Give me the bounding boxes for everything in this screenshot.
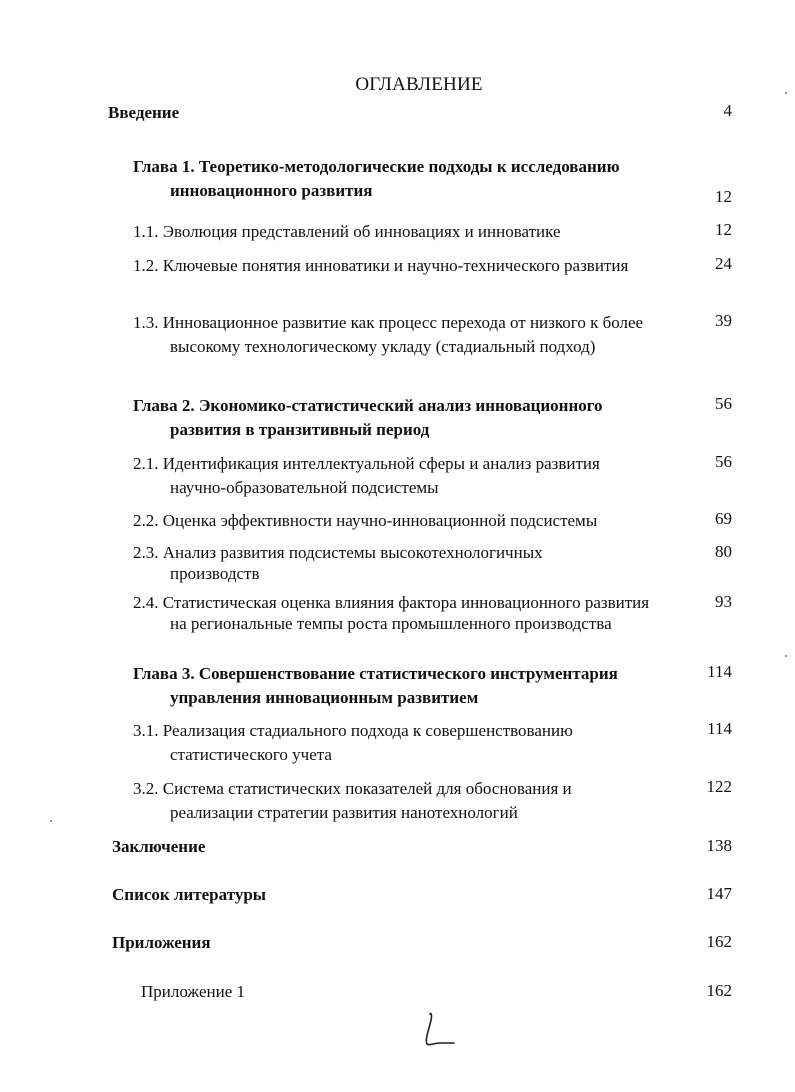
toc-entry-section-2-2 bbox=[133, 509, 673, 533]
toc-entry-text: Приложение 1 bbox=[141, 982, 245, 1001]
toc-entry-section-1-3 bbox=[133, 311, 658, 359]
toc-page-number: 162 bbox=[706, 932, 732, 951]
toc-entry-text: 2.3. Анализ развития подсистемы высокотехнологичных производств bbox=[133, 543, 543, 583]
toc-page-number: 24 bbox=[715, 254, 732, 273]
toc-entry-text: 2.2. Оценка эффективности научно-инновационной подсистемы bbox=[133, 511, 598, 530]
toc-page-number: 162 bbox=[706, 981, 732, 1000]
toc-entry-text: 1.2. Ключевые понятия инноватики и научно-технического развития bbox=[133, 256, 629, 275]
toc-page-number: 138 bbox=[706, 836, 732, 855]
toc-page-number: 56 bbox=[715, 394, 732, 413]
toc-page-number: 12 bbox=[715, 220, 732, 239]
handwritten-mark-icon bbox=[420, 1010, 460, 1050]
toc-entry-text: Приложения bbox=[112, 933, 211, 952]
toc-entry-text: 2.4. Статистическая оценка влияния фактора инновационного развития на региональные темпы роста промышленного производства bbox=[133, 593, 650, 633]
toc-page-number: 147 bbox=[706, 884, 732, 903]
toc-entry-appendices bbox=[112, 931, 512, 955]
toc-entry-section-3-2 bbox=[133, 777, 643, 825]
toc-entry-chapter-3 bbox=[133, 662, 683, 710]
toc-page-number: 122 bbox=[706, 777, 732, 796]
toc-page-number: 12 bbox=[715, 187, 732, 206]
toc-entry-bibliography bbox=[112, 883, 512, 907]
toc-entry-text: Введение bbox=[108, 103, 180, 122]
toc-entry-section-2-1 bbox=[133, 452, 658, 500]
scan-speck bbox=[785, 655, 787, 657]
toc-page-number: 114 bbox=[707, 719, 732, 738]
toc-page-number: 93 bbox=[715, 592, 732, 611]
scan-speck bbox=[785, 92, 787, 94]
toc-entry-text: Глава 2. Экономико-статистический анализ инновационного развития в транзитивный период bbox=[133, 396, 603, 439]
scan-speck bbox=[50, 820, 52, 822]
toc-entry-text: 1.3. Инновационное развитие как процесс перехода от низкого к более высокому технологическому укладу (стадиальный подход) bbox=[133, 313, 644, 356]
toc-entry-chapter-2 bbox=[133, 394, 663, 442]
toc-entry-conclusion bbox=[112, 835, 512, 859]
toc-entry-section-1-1 bbox=[133, 220, 673, 244]
toc-page-number: 4 bbox=[723, 101, 732, 120]
toc-entry-text: Список литературы bbox=[112, 885, 267, 904]
toc-entry-text: 3.1. Реализация стадиального подхода к совершенствованию статистического учета bbox=[133, 721, 573, 764]
toc-entry-section-3-1 bbox=[133, 719, 643, 767]
toc-page-number: 80 bbox=[715, 542, 732, 561]
toc-entry-text: 2.1. Идентификация интеллектуальной сферы и анализ развития научно-образовательной подсистемы bbox=[133, 454, 600, 497]
toc-entry-appendix-1 bbox=[141, 980, 541, 1004]
toc-page-number: 56 bbox=[715, 452, 732, 471]
toc-entry-section-1-2 bbox=[133, 254, 638, 278]
toc-entry-text: 1.1. Эволюция представлений об инновациях и инноватике bbox=[133, 222, 561, 241]
toc-entry-text: Глава 1. Теоретико-методологические подходы к исследованию инновационного развития bbox=[133, 157, 620, 200]
toc-page-number: 114 bbox=[707, 662, 732, 681]
toc-entry-chapter-1 bbox=[133, 155, 688, 203]
toc-entry-text: 3.2. Система статистических показателей для обоснования и реализации стратегии развития нанотехнологий bbox=[133, 779, 572, 822]
toc-entry-section-2-4 bbox=[133, 592, 663, 634]
toc-page-number: 39 bbox=[715, 311, 732, 330]
page-title: ОГЛАВЛЕНИЕ bbox=[355, 74, 483, 95]
toc-page-number: 69 bbox=[715, 509, 732, 528]
toc-entry-section-2-3 bbox=[133, 542, 633, 584]
toc-entry-text: Заключение bbox=[112, 837, 206, 856]
toc-entry-text: Глава 3. Совершенствование статистического инструментария управления инновационным развитием bbox=[133, 664, 618, 707]
toc-entry-introduction bbox=[108, 101, 648, 125]
